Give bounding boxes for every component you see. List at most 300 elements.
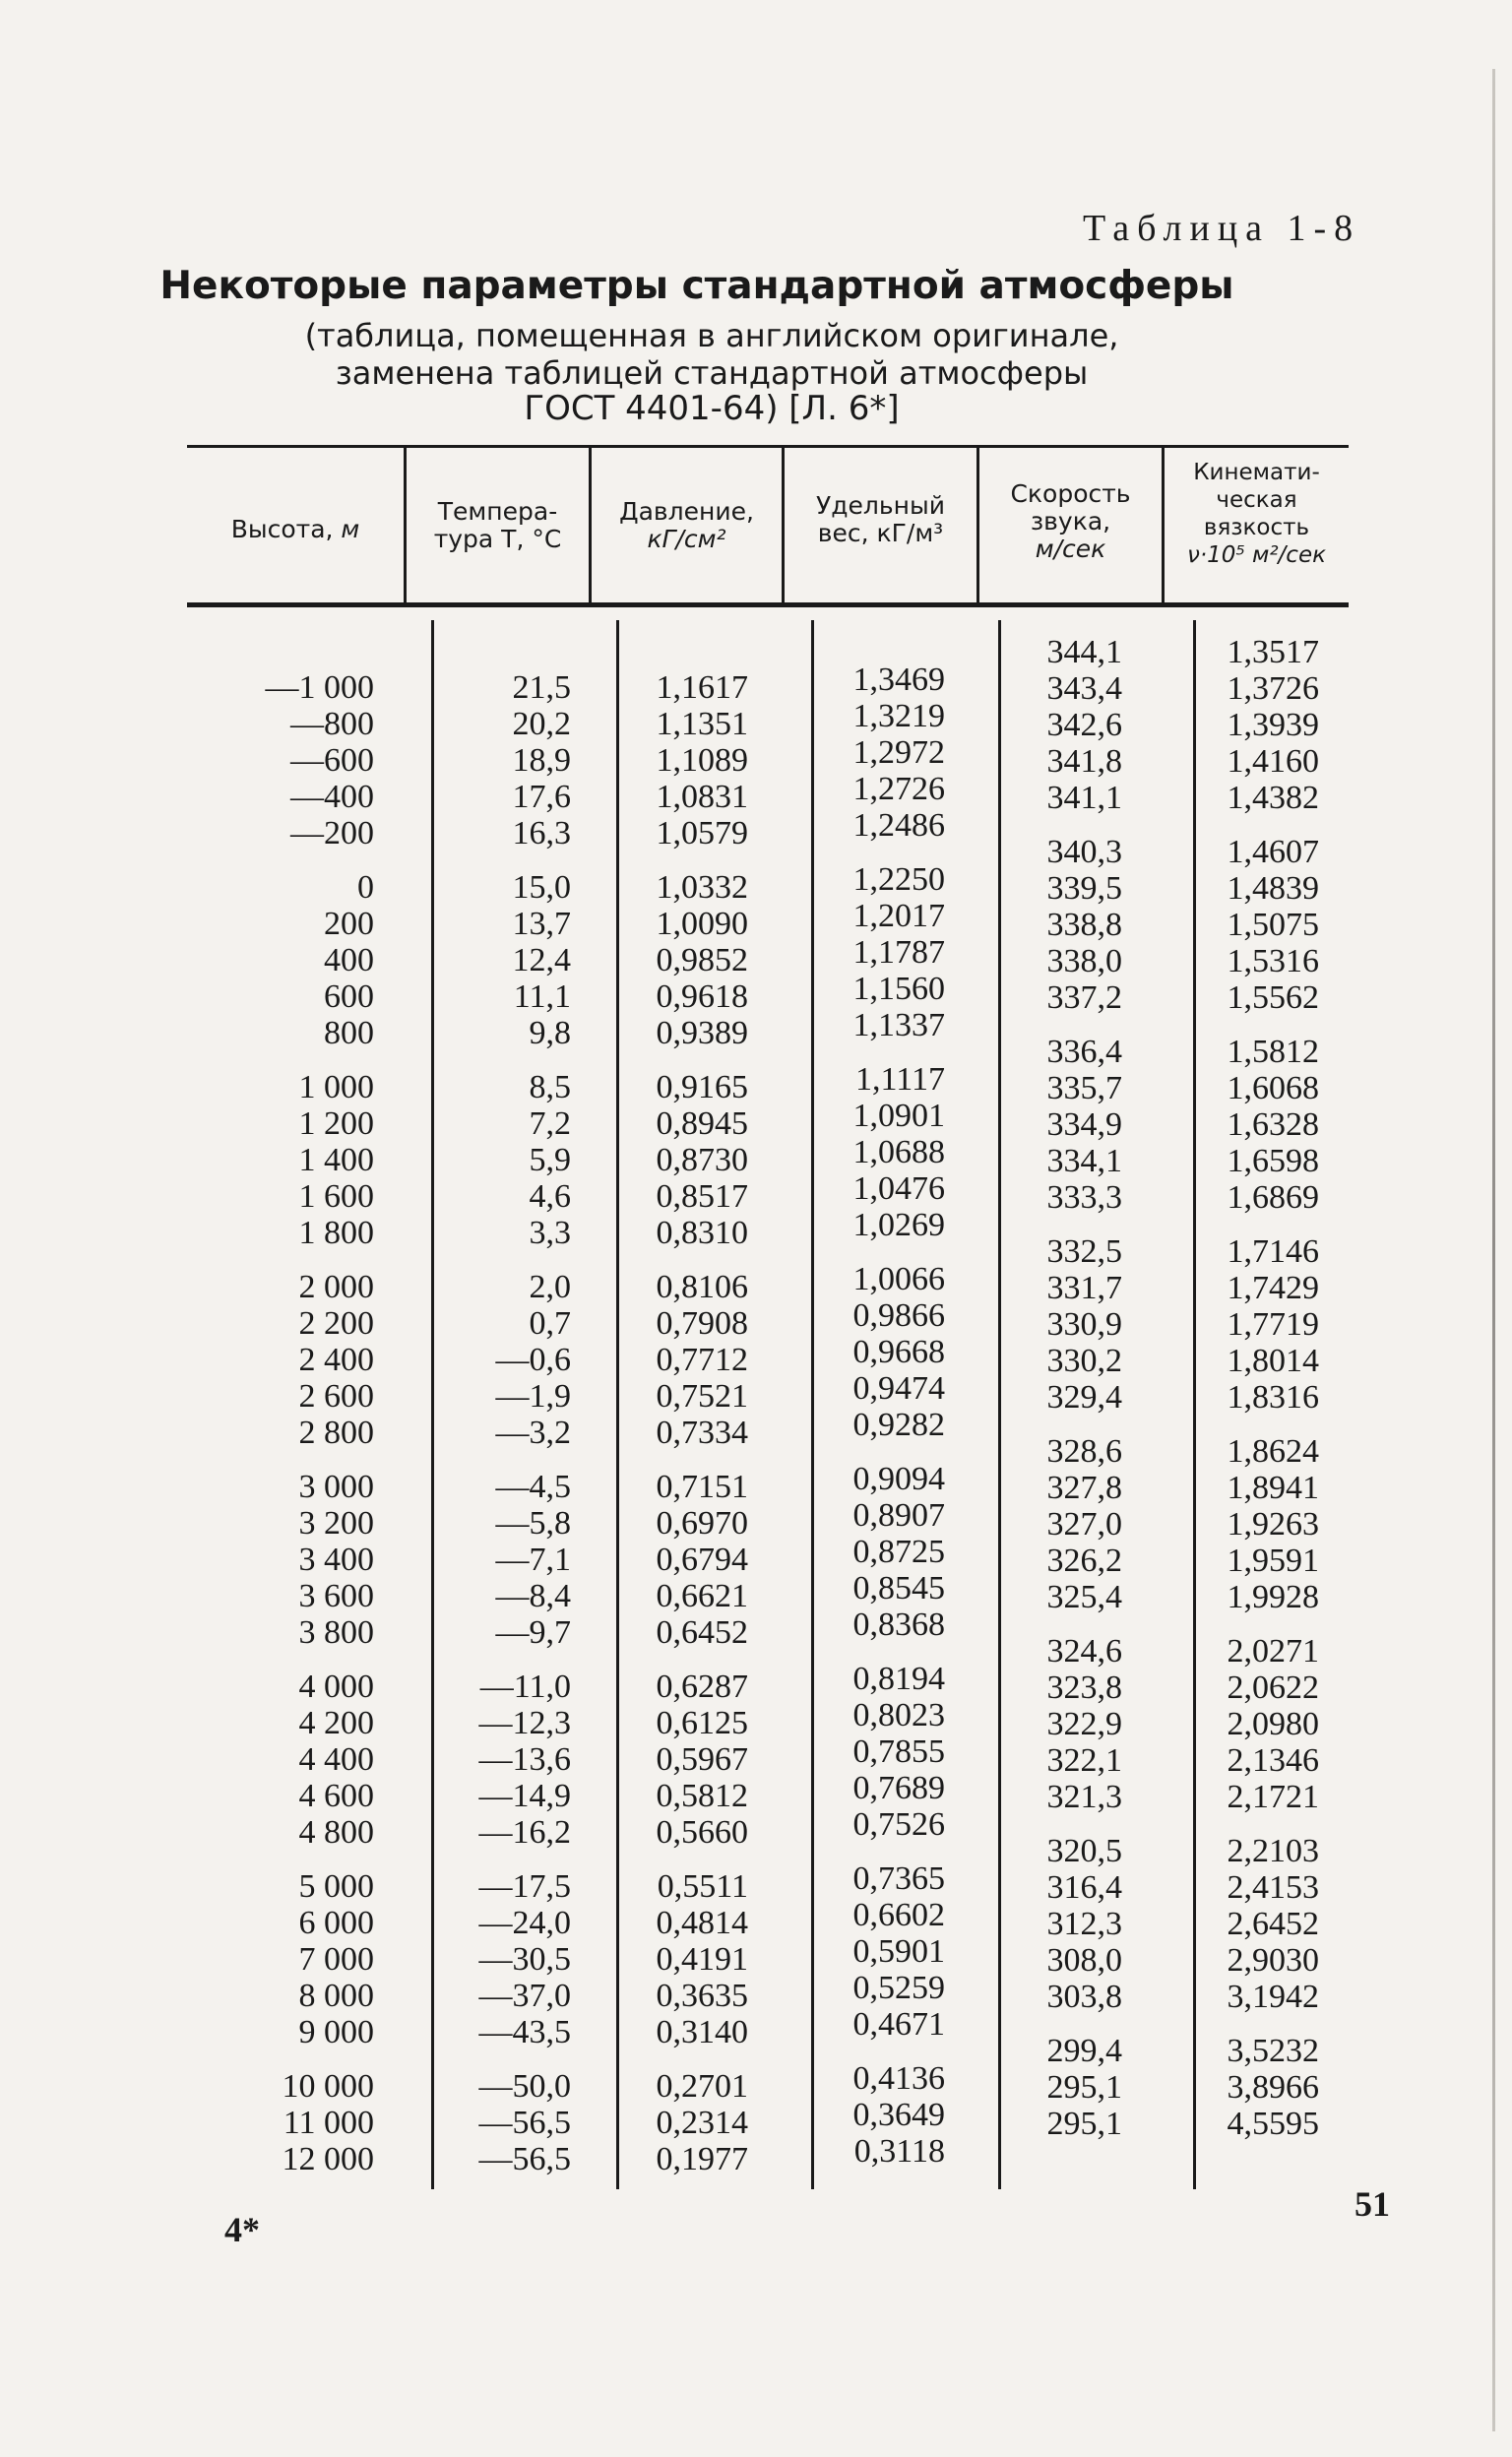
row-group	[433, 2068, 571, 2177]
table-cell: 0,3635	[656, 1978, 748, 2014]
table-cell: 200	[324, 906, 374, 942]
table-cell: 1,3939	[1227, 707, 1319, 743]
table-cell: 9,8	[529, 1015, 571, 1051]
table-cell: 1,0332	[656, 869, 748, 906]
header-sound-speed-unit: м/сек	[1035, 535, 1106, 563]
table-cell: 0,8545	[852, 1570, 945, 1606]
table-cell: 0,9668	[852, 1334, 945, 1370]
table-cell: 1,0269	[852, 1207, 945, 1243]
row-group	[817, 1860, 945, 2043]
row-group	[1004, 1633, 1122, 1815]
row-group	[620, 1269, 748, 1451]
table-cell: 331,7	[1046, 1270, 1122, 1306]
table-cell: 322,9	[1046, 1706, 1122, 1742]
header-viscosity-line3: вязкость	[1203, 515, 1310, 540]
row-group	[1196, 834, 1319, 1016]
table-cell: 15,0	[512, 869, 571, 906]
row-group	[433, 1069, 571, 1251]
table-cell: —30,5	[478, 1941, 571, 1978]
table-cell: 1,5812	[1227, 1034, 1319, 1070]
table-cell: —1 000	[265, 669, 374, 706]
table-cell: 330,9	[1046, 1306, 1122, 1343]
row-group	[1196, 1633, 1319, 1815]
table-cell: 322,1	[1046, 1742, 1122, 1779]
table-cell: —17,5	[478, 1868, 571, 1905]
table-cell: 0,7689	[852, 1770, 945, 1806]
signature-mark: 4*	[224, 2210, 260, 2249]
table-cell: 2,0980	[1227, 1706, 1319, 1742]
row-group	[817, 861, 945, 1043]
table-cell: 312,3	[1046, 1906, 1122, 1942]
table-cell: 12,4	[512, 942, 571, 978]
header-specific-weight-line2: вес, кГ/м³	[817, 519, 944, 547]
header-pressure	[592, 498, 782, 553]
page-edge	[1492, 69, 1495, 2431]
table-cell: 295,1	[1046, 2106, 1122, 2142]
column-sound-speed	[1004, 634, 1122, 2160]
table-cell: 340,3	[1046, 834, 1122, 870]
table-cell: —50,0	[478, 2068, 571, 2105]
header-altitude	[187, 516, 404, 543]
header-sound-speed-line2: звука,	[1030, 507, 1111, 536]
table-cell: 8 000	[298, 1978, 374, 2014]
row-group	[433, 1669, 571, 1851]
table-cell: 0,3118	[853, 2133, 945, 2170]
table-cell: 0,9165	[656, 1069, 748, 1105]
table-cell: 3,5232	[1227, 2033, 1319, 2069]
table-cell: 4,5595	[1227, 2106, 1319, 2142]
table-cell: 17,6	[512, 779, 571, 815]
table-cell: 7 000	[298, 1941, 374, 1978]
table-cell: 3,3	[529, 1215, 571, 1251]
row-group	[817, 662, 945, 844]
table-cell: 1,7429	[1227, 1270, 1319, 1306]
table-cell: 0,9094	[852, 1461, 945, 1497]
table-cell: 1 200	[298, 1105, 374, 1142]
table-cell: 1,3517	[1227, 634, 1319, 670]
table-cell: 1,0090	[656, 906, 748, 942]
table-cell: 335,7	[1046, 1070, 1122, 1106]
column-specific-weight	[817, 662, 945, 2187]
table-cell: 1,0688	[852, 1134, 945, 1170]
table-cell: 0,8907	[852, 1497, 945, 1534]
table-cell: 1,2972	[852, 734, 945, 771]
table-cell: 2,4153	[1227, 1869, 1319, 1906]
table-cell: 4 200	[298, 1705, 374, 1741]
table-cell: 1,4382	[1227, 780, 1319, 816]
header-temperature-line2: тура T, °C	[433, 525, 562, 553]
table-cell: 1,4839	[1227, 870, 1319, 907]
table-cell: 341,8	[1046, 743, 1122, 780]
table-cell: 0,3649	[852, 2097, 945, 2133]
table-cell: —600	[290, 742, 374, 779]
table-cell: 0,6602	[852, 1897, 945, 1933]
table-cell: 0,8517	[656, 1178, 748, 1215]
row-group	[197, 1669, 374, 1851]
table-cell: 316,4	[1046, 1869, 1122, 1906]
row-group	[197, 869, 374, 1051]
table-cell: —3,2	[495, 1415, 571, 1451]
table-cell: 332,5	[1046, 1233, 1122, 1270]
table-cell: —13,6	[478, 1741, 571, 1778]
table-cell: 3,1942	[1227, 1979, 1319, 2015]
table-cell: 1,8624	[1227, 1433, 1319, 1470]
table-cell: 334,9	[1046, 1106, 1122, 1143]
table-cell: 0,7	[529, 1305, 571, 1342]
table-cell: 0,8194	[852, 1661, 945, 1697]
table-cell: —56,5	[478, 2141, 571, 2177]
table-cell: 0,8725	[852, 1534, 945, 1570]
table-cell: 1,2486	[852, 807, 945, 844]
row-group	[1004, 1833, 1122, 2015]
table-cell: 2 800	[298, 1415, 374, 1451]
table-cell: 9 000	[298, 2014, 374, 2050]
body-divider-3	[811, 620, 814, 2189]
table-cell: 1,1787	[852, 934, 945, 971]
column-altitude	[197, 669, 374, 2195]
table-cell: 344,1	[1046, 634, 1122, 670]
row-group	[620, 869, 748, 1051]
row-group	[1004, 634, 1122, 816]
row-group	[1196, 1433, 1319, 1615]
row-group	[1196, 1833, 1319, 2015]
table-cell: 0,9618	[656, 978, 748, 1015]
table-cell: 0,8023	[852, 1697, 945, 1733]
table-cell: 1,3219	[852, 698, 945, 734]
table-cell: 0,6621	[656, 1578, 748, 1614]
table-cell: 1,2017	[852, 898, 945, 934]
table-cell: 0,8368	[852, 1606, 945, 1643]
table-cell: 2 200	[298, 1305, 374, 1342]
table-cell: 10 000	[282, 2068, 374, 2105]
table-top-rule	[187, 445, 1349, 448]
table-cell: 18,9	[512, 742, 571, 779]
table-cell: 1,0901	[852, 1098, 945, 1134]
table-cell: 1,0579	[656, 815, 748, 851]
row-group	[817, 2060, 945, 2170]
table-cell: 1,1337	[852, 1007, 945, 1043]
page-number: 51	[1354, 2184, 1390, 2224]
table-cell: 333,3	[1046, 1179, 1122, 1216]
table-cell: 0,7908	[656, 1305, 748, 1342]
table-cell: —16,2	[478, 1814, 571, 1851]
row-group	[1196, 2033, 1319, 2142]
table-cell: 11,1	[513, 978, 571, 1015]
table-cell: 0,2314	[656, 2105, 748, 2141]
table-cell: 0,1977	[656, 2141, 748, 2177]
table-cell: 343,4	[1046, 670, 1122, 707]
row-group	[197, 1469, 374, 1651]
table-cell: 295,1	[1046, 2069, 1122, 2106]
table-cell: 325,4	[1046, 1579, 1122, 1615]
table-cell: 2,0622	[1227, 1670, 1319, 1706]
table-cell: 1,5316	[1227, 943, 1319, 979]
table-cell: 1,5562	[1227, 979, 1319, 1016]
header-pressure-unit: кГ/см²	[647, 525, 726, 553]
table-cell: 0,4136	[852, 2060, 945, 2097]
table-cell: 1,6068	[1227, 1070, 1319, 1106]
header-sound-speed-line1: Скорость	[1010, 479, 1131, 508]
table-cell: 2,2103	[1227, 1833, 1319, 1869]
table-subtitle-line2: заменена таблицей стандартной атмосферы	[335, 354, 1089, 392]
table-cell: —0,6	[495, 1342, 571, 1378]
header-altitude-label: Высота,	[230, 515, 334, 543]
table-cell: 0,9852	[656, 942, 748, 978]
column-temperature	[433, 669, 571, 2195]
table-cell: 1,9263	[1227, 1506, 1319, 1543]
table-cell: 400	[324, 942, 374, 978]
table-cell: 13,7	[512, 906, 571, 942]
row-group	[1004, 1433, 1122, 1615]
table-cell: 0,6287	[656, 1669, 748, 1705]
row-group	[197, 1868, 374, 2050]
table-cell: 0,8945	[656, 1105, 748, 1142]
table-cell: 1,7719	[1227, 1306, 1319, 1343]
table-cell: 1,8316	[1227, 1379, 1319, 1416]
table-cell: 6 000	[298, 1905, 374, 1941]
table-cell: 3 000	[298, 1469, 374, 1505]
row-group	[817, 1261, 945, 1443]
row-group	[1004, 2033, 1122, 2142]
table-cell: 600	[324, 978, 374, 1015]
table-cell: 321,3	[1046, 1779, 1122, 1815]
table-cell: 1,0831	[656, 779, 748, 815]
table-cell: 1,8014	[1227, 1343, 1319, 1379]
table-cell: 0,4671	[852, 2006, 945, 2043]
table-cell: 0,4814	[656, 1905, 748, 1941]
table-cell: 4 400	[298, 1741, 374, 1778]
table-cell: 339,5	[1046, 870, 1122, 907]
table-cell: 1,6869	[1227, 1179, 1319, 1216]
table-cell: 1,7146	[1227, 1233, 1319, 1270]
table-cell: 0,6125	[656, 1705, 748, 1741]
table-cell: 4 800	[298, 1814, 374, 1851]
row-group	[620, 1669, 748, 1851]
table-cell: —43,5	[478, 2014, 571, 2050]
row-group	[1004, 1233, 1122, 1416]
header-viscosity-line2: ческая	[1216, 487, 1297, 513]
table-cell: 2,1346	[1227, 1742, 1319, 1779]
table-cell: 327,8	[1046, 1470, 1122, 1506]
table-cell: 1,1351	[656, 706, 748, 742]
table-cell: 0,5901	[852, 1933, 945, 1970]
table-cell: 0,7521	[656, 1378, 748, 1415]
table-cell: 2 600	[298, 1378, 374, 1415]
table-cell: —400	[290, 779, 374, 815]
table-cell: 16,3	[512, 815, 571, 851]
header-altitude-unit: м	[341, 515, 360, 543]
table-cell: 1 800	[298, 1215, 374, 1251]
table-cell: 1,2726	[852, 771, 945, 807]
table-cell: 0,6970	[656, 1505, 748, 1542]
row-group	[433, 1469, 571, 1651]
table-cell: 1,3469	[852, 662, 945, 698]
table-cell: 0,5259	[852, 1970, 945, 2006]
table-cell: 3 400	[298, 1542, 374, 1578]
table-cell: 0,7365	[852, 1860, 945, 1897]
table-cell: 3,8966	[1227, 2069, 1319, 2106]
table-cell: 1,9928	[1227, 1579, 1319, 1615]
table-cell: 324,6	[1046, 1633, 1122, 1670]
table-cell: 11 000	[283, 2105, 374, 2141]
row-group	[620, 2068, 748, 2177]
table-cell: —24,0	[478, 1905, 571, 1941]
table-cell: 341,1	[1046, 780, 1122, 816]
table-cell: 0,8106	[656, 1269, 748, 1305]
row-group	[433, 869, 571, 1051]
table-subtitle-line1: (таблица, помещенная в английском оригинале,	[304, 317, 1119, 354]
table-cell: 0,8730	[656, 1142, 748, 1178]
table-cell: 12 000	[282, 2141, 374, 2177]
table-cell: —800	[290, 706, 374, 742]
table-cell: —56,5	[478, 2105, 571, 2141]
table-cell: 330,2	[1046, 1343, 1122, 1379]
table-cell: 0,7855	[852, 1733, 945, 1770]
table-title: Некоторые параметры стандартной атмосферы	[159, 264, 1234, 308]
row-group	[1004, 834, 1122, 1016]
table-cell: 2,9030	[1227, 1942, 1319, 1979]
table-cell: 0,7334	[656, 1415, 748, 1451]
table-cell: 337,2	[1046, 979, 1122, 1016]
table-cell: 0,9389	[656, 1015, 748, 1051]
row-group	[1196, 1233, 1319, 1416]
table-cell: 1,4160	[1227, 743, 1319, 780]
table-cell: 4 600	[298, 1778, 374, 1814]
table-cell: 8,5	[529, 1069, 571, 1105]
table-cell: 323,8	[1046, 1670, 1122, 1706]
table-cell: 329,4	[1046, 1379, 1122, 1416]
table-cell: 1,0066	[852, 1261, 945, 1297]
table-cell: 2,0271	[1227, 1633, 1319, 1670]
table-cell: 1,1117	[855, 1061, 945, 1098]
table-number: Таблица 1-8	[1083, 208, 1361, 249]
table-cell: 303,8	[1046, 1979, 1122, 2015]
row-group	[817, 1061, 945, 1243]
table-cell: 2 000	[298, 1269, 374, 1305]
table-cell: —14,9	[478, 1778, 571, 1814]
row-group	[433, 1269, 571, 1451]
table-cell: 1,1089	[656, 742, 748, 779]
row-group	[620, 1069, 748, 1251]
table-cell: 20,2	[512, 706, 571, 742]
header-viscosity	[1165, 459, 1349, 569]
column-pressure	[620, 669, 748, 2195]
table-cell: 0,6452	[656, 1614, 748, 1651]
table-cell: 0,5812	[656, 1778, 748, 1814]
table-cell: —9,7	[495, 1614, 571, 1651]
row-group	[197, 1269, 374, 1451]
body-divider-4	[998, 620, 1001, 2189]
row-group	[433, 1868, 571, 2050]
table-cell: 336,4	[1046, 1034, 1122, 1070]
row-group	[433, 669, 571, 851]
table-cell: 0,9866	[852, 1297, 945, 1334]
row-group	[620, 669, 748, 851]
table-cell: 1,9591	[1227, 1543, 1319, 1579]
table-cell: 1,5075	[1227, 907, 1319, 943]
table-cell: —4,5	[495, 1469, 571, 1505]
table-cell: 4 000	[298, 1669, 374, 1705]
table-cell: 0,7526	[852, 1806, 945, 1843]
table-cell: 326,2	[1046, 1543, 1122, 1579]
header-temperature-line1: Темпера-	[437, 497, 558, 526]
table-cell: 21,5	[512, 669, 571, 706]
header-temperature	[407, 498, 589, 553]
table-cell: 3 600	[298, 1578, 374, 1614]
header-viscosity-unit: ν·10⁵ м²/сек	[1187, 542, 1326, 568]
table-cell: 0,3140	[656, 2014, 748, 2050]
table-cell: 2 400	[298, 1342, 374, 1378]
header-sound-speed	[979, 480, 1162, 563]
header-specific-weight-line1: Удельный	[816, 491, 945, 520]
table-cell: 1,4607	[1227, 834, 1319, 870]
table-cell: 327,0	[1046, 1506, 1122, 1543]
table-cell: 0,8310	[656, 1215, 748, 1251]
table-cell: 0,5967	[656, 1741, 748, 1778]
header-bottom-rule	[187, 602, 1349, 607]
table-cell: —7,1	[495, 1542, 571, 1578]
table-cell: 800	[324, 1015, 374, 1051]
table-cell: 0,6794	[656, 1542, 748, 1578]
table-cell: 328,6	[1046, 1433, 1122, 1470]
table-cell: 0,7712	[656, 1342, 748, 1378]
row-group	[197, 2068, 374, 2177]
table-cell: 2,1721	[1227, 1779, 1319, 1815]
row-group	[197, 669, 374, 851]
table-cell: 1,1617	[656, 669, 748, 706]
row-group	[197, 1069, 374, 1251]
body-divider-2	[616, 620, 619, 2189]
table-cell: 2,6452	[1227, 1906, 1319, 1942]
table-cell: 1 600	[298, 1178, 374, 1215]
table-cell: 0,2701	[656, 2068, 748, 2105]
table-cell: —5,8	[495, 1505, 571, 1542]
table-cell: 1 400	[298, 1142, 374, 1178]
table-cell: 0,9282	[852, 1407, 945, 1443]
table-cell: 1,3726	[1227, 670, 1319, 707]
table-cell: 0,9474	[852, 1370, 945, 1407]
table-cell: —200	[290, 815, 374, 851]
table-cell: 299,4	[1046, 2033, 1122, 2069]
table-cell: 1,2250	[852, 861, 945, 898]
table-cell: 3 800	[298, 1614, 374, 1651]
header-pressure-label: Давление,	[619, 497, 754, 526]
row-group	[1196, 1034, 1319, 1216]
table-cell: 308,0	[1046, 1942, 1122, 1979]
table-cell: —1,9	[495, 1378, 571, 1415]
table-cell: 1,6328	[1227, 1106, 1319, 1143]
table-cell: 1,0476	[852, 1170, 945, 1207]
table-cell: 320,5	[1046, 1833, 1122, 1869]
row-group	[620, 1868, 748, 2050]
table-cell: 338,8	[1046, 907, 1122, 943]
row-group	[817, 1661, 945, 1843]
table-cell: 1,6598	[1227, 1143, 1319, 1179]
table-cell: —8,4	[495, 1578, 571, 1614]
table-cell: 0,4191	[656, 1941, 748, 1978]
row-group	[817, 1461, 945, 1643]
row-group	[1196, 634, 1319, 816]
column-viscosity	[1196, 634, 1319, 2160]
table-cell: 5,9	[529, 1142, 571, 1178]
table-cell: 0,5511	[657, 1868, 748, 1905]
row-group	[620, 1469, 748, 1651]
table-cell: 7,2	[529, 1105, 571, 1142]
table-cell: 1 000	[298, 1069, 374, 1105]
table-cell: 342,6	[1046, 707, 1122, 743]
header-viscosity-line1: Кинемати-	[1193, 460, 1320, 485]
row-group	[1004, 1034, 1122, 1216]
